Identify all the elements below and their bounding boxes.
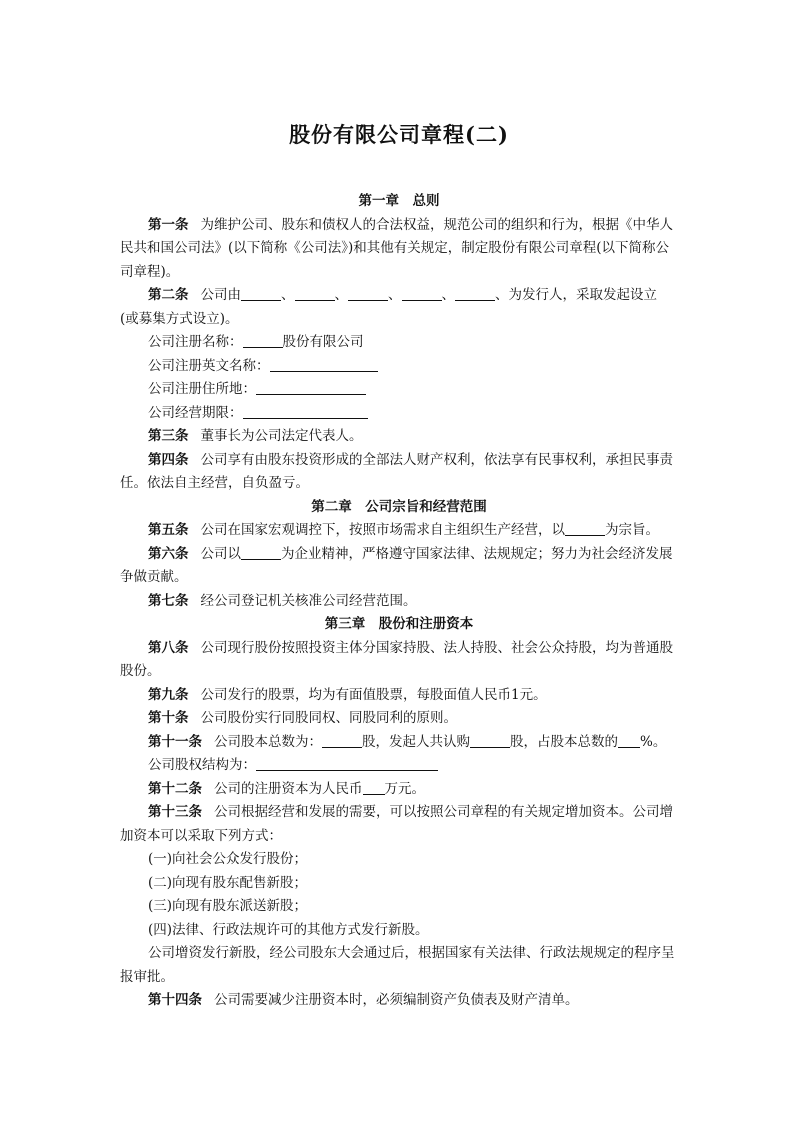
article-label: 第九条	[148, 686, 189, 703]
article-6	[120, 543, 678, 590]
article-label: 第一条	[148, 216, 189, 233]
article-5	[120, 519, 678, 543]
article-text: 公司的注册资本为人民币	[214, 780, 363, 797]
article-7	[120, 590, 678, 614]
article-label: 第八条	[148, 639, 189, 656]
article-label: 第七条	[148, 592, 189, 609]
method-3: (三)向现有股东派送新股；	[148, 898, 308, 914]
separator: 、	[388, 287, 402, 303]
blank-line	[270, 357, 378, 372]
article-text: 公司需要减少注册资本时，必须编制资产负债表及财产清单。	[214, 992, 579, 1008]
article-text: 为维护公司、股东和债权人的合法权益，规范公司的组织和行为，根据《中华人民共和国公司法》(以下简称《公司法》)和其他有关规定，制定股份有限公司章程(以下简称公司章程)。	[120, 216, 673, 280]
field-label: 公司注册英文名称：	[148, 357, 270, 374]
method-1: (一)向社会公众发行股份；	[148, 851, 308, 867]
article-9	[120, 684, 678, 708]
chapter-heading-1: 第一章 总则	[358, 193, 440, 209]
article-label: 第二条	[148, 287, 189, 303]
document-page	[120, 118, 678, 1013]
document-title: 股份有限公司章程(二)	[289, 122, 509, 147]
article-text: 公司在国家宏观调控下，按照市场需求自主组织生产经营，以	[200, 522, 565, 538]
separator: 、	[495, 287, 509, 303]
method-2: (二)向现有股东配售新股；	[148, 874, 308, 891]
article-label: 第十二条	[148, 780, 202, 797]
blank-line	[243, 333, 283, 348]
article-2-continued: (或募集方式设立)。	[120, 310, 239, 327]
blank-line	[241, 545, 281, 560]
article-label: 第三条	[148, 428, 189, 444]
blank-line	[243, 404, 368, 419]
blank-line	[470, 733, 510, 748]
blank-line	[618, 733, 640, 748]
registered-name	[120, 331, 678, 355]
field-label: 公司股权结构为：	[148, 757, 256, 773]
article-text: 为发行人，采取发起设立	[508, 287, 657, 303]
field-label: 公司注册名称：	[148, 334, 243, 350]
separator: 、	[334, 287, 348, 303]
blank-line	[322, 733, 362, 748]
article-4	[120, 449, 678, 496]
article-label: 第十四条	[148, 992, 202, 1008]
equity-structure	[120, 754, 678, 778]
article-8	[120, 637, 678, 684]
separator: 、	[441, 287, 455, 303]
article-text: 董事长为公司法定代表人。	[200, 428, 363, 444]
business-term	[120, 402, 678, 426]
article-13	[120, 801, 678, 848]
article-2	[120, 284, 678, 308]
blank-line	[455, 286, 495, 301]
field-suffix: 股份有限公司	[282, 334, 364, 350]
blank-line	[295, 286, 335, 301]
article-text: 公司享有由股东投资形成的全部法人财产权利，依法享有民事权利，承担民事责任。依法自主经营，自负盈亏。	[120, 451, 673, 491]
blank-line	[256, 380, 366, 395]
blank-line	[241, 286, 281, 301]
registered-address	[120, 378, 678, 402]
article-text: 经公司登记机关核准公司经营范围。	[200, 592, 417, 609]
chapter-heading-3: 第三章 股份和注册资本	[324, 616, 474, 632]
article-1	[120, 214, 678, 285]
article-text: 公司股份实行同股同权、同股同利的原则。	[200, 710, 457, 726]
article-text: 股，占股本总数的	[510, 733, 618, 750]
article-text: 为宗旨。	[605, 522, 659, 538]
article-text: 公司以	[200, 545, 241, 562]
article-text: 公司现行股份按照投资主体分国家持股、法人持股、社会公众持股，均为普通股股份。	[120, 639, 673, 679]
article-text: 股，发起人共认购	[362, 733, 470, 750]
field-label: 公司经营期限：	[148, 404, 243, 421]
blank-line	[565, 521, 605, 536]
article-label: 第六条	[148, 545, 189, 562]
article-label: 第十三条	[148, 804, 202, 820]
field-label: 公司注册住所地：	[148, 381, 256, 397]
article-11	[120, 731, 678, 755]
capital-increase-note: 公司增资发行新股，经公司股东大会通过后，根据国家有关法律、行政法规规定的程序呈报审批。	[120, 945, 675, 985]
blank-line	[256, 756, 438, 771]
article-text: 公司由	[200, 287, 241, 303]
article-label: 第十一条	[148, 733, 202, 750]
separator: 、	[281, 287, 295, 303]
blank-line	[363, 780, 385, 795]
article-text: 公司股本总数为：	[214, 733, 322, 750]
article-label: 第十条	[148, 710, 189, 726]
article-14	[120, 989, 678, 1013]
method-4: (四)法律、行政法规许可的其他方式发行新股。	[148, 921, 429, 938]
article-text: 公司根据经营和发展的需要，可以按照公司章程的有关规定增加资本。公司增加资本可以采取下列方式：	[120, 804, 673, 844]
blank-line	[348, 286, 388, 301]
article-10	[120, 707, 678, 731]
article-12	[120, 778, 678, 802]
registered-english-name	[120, 355, 678, 379]
article-text: 为企业精神，严格遵守国家法律、法规规定；努力为社会经济发展争做贡献。	[120, 545, 673, 585]
article-label: 第四条	[148, 451, 189, 468]
article-text: %。	[640, 733, 667, 750]
article-3	[120, 425, 678, 449]
article-label: 第五条	[148, 522, 189, 538]
article-text: 公司发行的股票，均为有面值股票，每股面值人民币1元。	[200, 686, 547, 703]
chapter-heading-2: 第二章 公司宗旨和经营范围	[311, 498, 487, 515]
article-text: 万元。	[384, 780, 425, 797]
blank-line	[402, 286, 442, 301]
